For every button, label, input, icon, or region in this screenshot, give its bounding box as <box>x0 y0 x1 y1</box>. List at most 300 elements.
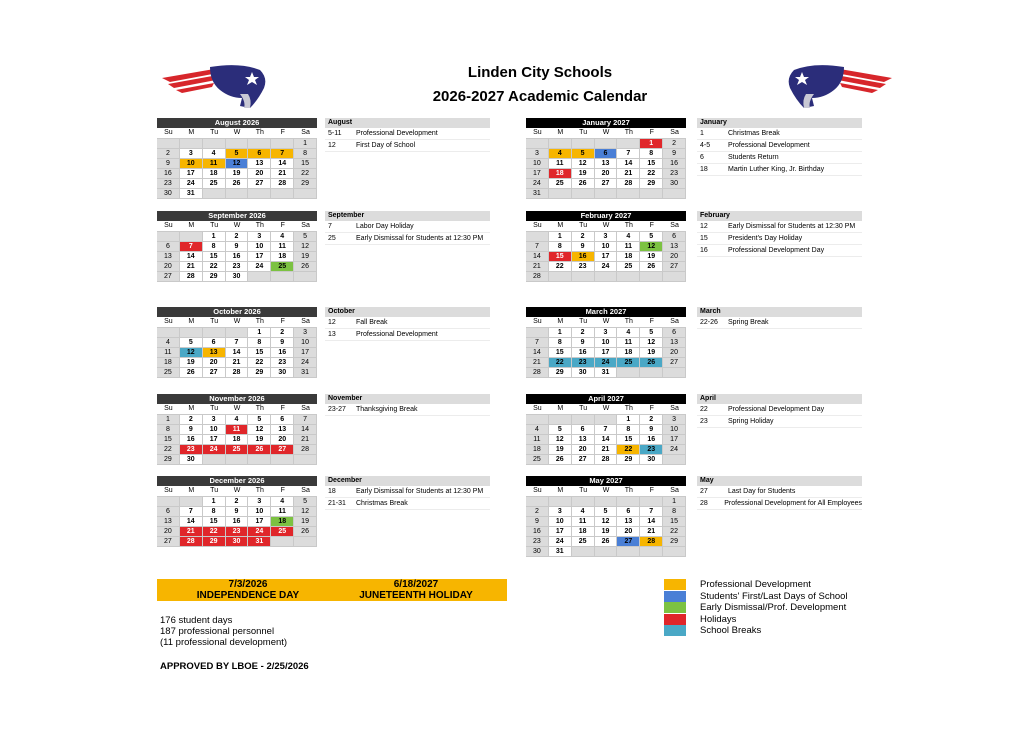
events-month-header: January <box>697 118 862 128</box>
day-cell: 7 <box>595 425 618 435</box>
event-row <box>697 233 862 245</box>
event-text: Professional Development <box>356 331 438 338</box>
day-cell: 28 <box>617 179 640 189</box>
empty-day-cell <box>226 189 249 199</box>
weekday-label: Sa <box>301 222 310 229</box>
day-cell: 21 <box>180 527 203 537</box>
day-cell: 2 <box>157 149 180 159</box>
empty-day-cell <box>294 537 317 547</box>
weekday-label: M <box>557 222 564 229</box>
banner-date: 6/18/2027 <box>393 579 439 590</box>
day-cell: 10 <box>248 507 271 517</box>
day-grid <box>157 138 317 199</box>
month-header: December 2026 <box>157 476 317 486</box>
event-row <box>325 233 490 245</box>
events-month-header: December <box>325 476 490 486</box>
event-text: President's Day Holiday <box>728 235 803 242</box>
day-cell: 28 <box>180 537 203 547</box>
event-text: Professional Development for All Employees <box>724 500 862 507</box>
month-header: August 2026 <box>157 118 317 128</box>
event-date: 12 <box>700 223 708 230</box>
day-cell: 20 <box>663 252 686 262</box>
weekday-label: F <box>280 129 285 136</box>
legend-item <box>664 614 848 626</box>
color-legend <box>664 579 848 637</box>
day-cell: 8 <box>663 507 686 517</box>
day-cell: 3 <box>549 507 572 517</box>
empty-day-cell <box>549 497 572 507</box>
event-text: Christmas Break <box>728 130 780 137</box>
day-cell: 29 <box>248 368 271 378</box>
empty-day-cell <box>572 497 595 507</box>
events-month-header: November <box>325 394 490 404</box>
weekday-label: M <box>188 318 195 325</box>
day-cell: 10 <box>526 159 549 169</box>
day-cell: 25 <box>572 537 595 547</box>
weekday-header <box>157 317 317 327</box>
weekday-label: M <box>188 129 195 136</box>
empty-day-cell <box>663 547 686 557</box>
events-month-header: August <box>325 118 490 128</box>
day-cell: 11 <box>617 242 640 252</box>
weekday-header <box>526 317 686 327</box>
empty-day-cell <box>595 189 618 199</box>
empty-day-cell <box>640 497 663 507</box>
day-cell: 16 <box>157 169 180 179</box>
weekday-label: F <box>649 405 654 412</box>
empty-day-cell <box>572 272 595 282</box>
events-month-header: October <box>325 307 490 317</box>
day-cell: 6 <box>271 415 294 425</box>
patriot-logo-icon <box>784 64 894 110</box>
event-row <box>697 317 862 329</box>
month-header: January 2027 <box>526 118 686 128</box>
weekday-label: Th <box>255 129 264 136</box>
juneteenth-banner <box>325 579 507 601</box>
day-cell: 7 <box>526 338 549 348</box>
weekday-label: Sa <box>301 405 310 412</box>
empty-day-cell <box>549 415 572 425</box>
event-date: 5-11 <box>328 130 342 137</box>
event-date: 18 <box>328 488 336 495</box>
weekday-label: Tu <box>579 222 588 229</box>
day-cell: 4 <box>271 497 294 507</box>
weekday-label: Sa <box>301 129 310 136</box>
day-cell: 2 <box>226 232 249 242</box>
empty-day-cell <box>572 415 595 425</box>
day-cell: 23 <box>157 179 180 189</box>
event-text: Early Dismissal for Students at 12:30 PM <box>728 223 856 230</box>
day-cell: 13 <box>157 252 180 262</box>
day-cell: 31 <box>248 537 271 547</box>
day-cell: 28 <box>271 179 294 189</box>
day-cell: 26 <box>640 262 663 272</box>
day-cell: 19 <box>640 252 663 262</box>
day-cell: 14 <box>180 517 203 527</box>
day-cell: 17 <box>180 169 203 179</box>
day-cell: 28 <box>640 537 663 547</box>
event-row <box>325 486 490 498</box>
empty-day-cell <box>617 368 640 378</box>
day-cell: 25 <box>271 262 294 272</box>
day-cell: 19 <box>572 169 595 179</box>
day-cell: 17 <box>663 435 686 445</box>
day-cell: 3 <box>595 232 618 242</box>
day-cell: 1 <box>294 139 317 149</box>
day-cell: 8 <box>248 338 271 348</box>
day-cell: 5 <box>640 328 663 338</box>
month-calendar <box>526 118 686 199</box>
day-cell: 6 <box>617 507 640 517</box>
day-cell: 19 <box>640 348 663 358</box>
day-cell: 27 <box>271 445 294 455</box>
day-cell: 9 <box>640 425 663 435</box>
weekday-header <box>526 128 686 138</box>
day-cell: 19 <box>595 527 618 537</box>
banner-date: 7/3/2026 <box>228 579 268 590</box>
weekday-label: W <box>233 487 241 494</box>
day-cell: 21 <box>595 445 618 455</box>
day-cell: 4 <box>157 338 180 348</box>
day-cell: 21 <box>526 358 549 368</box>
day-cell: 10 <box>595 338 618 348</box>
day-cell: 15 <box>617 435 640 445</box>
day-cell: 12 <box>595 517 618 527</box>
day-cell: 11 <box>617 338 640 348</box>
day-cell: 26 <box>549 455 572 465</box>
day-cell: 4 <box>526 425 549 435</box>
empty-day-cell <box>271 189 294 199</box>
weekday-label: Su <box>533 487 542 494</box>
empty-day-cell <box>595 547 618 557</box>
weekday-header <box>526 404 686 414</box>
weekday-header <box>157 486 317 496</box>
empty-day-cell <box>640 547 663 557</box>
event-row <box>697 128 862 140</box>
day-grid <box>157 327 317 378</box>
day-cell: 6 <box>572 425 595 435</box>
empty-day-cell <box>271 537 294 547</box>
event-row <box>325 128 490 140</box>
day-cell: 19 <box>549 445 572 455</box>
banner-name: JUNETEENTH HOLIDAY <box>359 590 473 601</box>
event-text: Last Day for Students <box>728 488 796 495</box>
day-cell: 22 <box>294 169 317 179</box>
day-cell: 4 <box>203 149 226 159</box>
stats-block <box>160 615 287 648</box>
weekday-label: Su <box>533 129 542 136</box>
legend-item <box>664 602 848 614</box>
day-cell: 14 <box>595 435 618 445</box>
empty-day-cell <box>157 232 180 242</box>
event-row <box>325 140 490 152</box>
day-cell: 12 <box>294 507 317 517</box>
day-cell: 7 <box>617 149 640 159</box>
month-events <box>697 307 862 329</box>
day-cell: 16 <box>226 517 249 527</box>
month-events <box>697 476 862 510</box>
event-row <box>697 152 862 164</box>
weekday-label: Su <box>164 405 173 412</box>
legend-item <box>664 591 848 603</box>
legend-label: Professional Development <box>700 579 811 591</box>
empty-day-cell <box>203 455 226 465</box>
day-cell: 14 <box>617 159 640 169</box>
day-cell: 25 <box>226 445 249 455</box>
weekday-label: Su <box>533 222 542 229</box>
weekday-label: Tu <box>210 405 219 412</box>
weekday-label: F <box>649 129 654 136</box>
day-cell: 28 <box>226 368 249 378</box>
day-cell: 3 <box>663 415 686 425</box>
day-cell: 14 <box>526 252 549 262</box>
day-cell: 26 <box>640 358 663 368</box>
day-cell: 26 <box>294 262 317 272</box>
day-cell: 3 <box>526 149 549 159</box>
month-events <box>697 211 862 257</box>
weekday-label: Th <box>255 222 264 229</box>
day-cell: 21 <box>526 262 549 272</box>
event-row <box>325 498 490 510</box>
day-cell: 30 <box>663 179 686 189</box>
day-cell: 18 <box>549 169 572 179</box>
day-cell: 5 <box>572 149 595 159</box>
day-cell: 13 <box>572 435 595 445</box>
day-cell: 25 <box>271 527 294 537</box>
day-cell: 17 <box>248 517 271 527</box>
weekday-label: Sa <box>670 129 679 136</box>
day-cell: 25 <box>157 368 180 378</box>
events-month-header: April <box>697 394 862 404</box>
day-cell: 23 <box>226 262 249 272</box>
event-date: 28 <box>700 500 708 507</box>
day-cell: 30 <box>526 547 549 557</box>
empty-day-cell <box>663 455 686 465</box>
event-date: 18 <box>700 166 708 173</box>
day-cell: 24 <box>549 537 572 547</box>
month-events <box>325 307 490 341</box>
day-cell: 2 <box>271 328 294 338</box>
day-cell: 22 <box>617 445 640 455</box>
weekday-label: F <box>649 222 654 229</box>
weekday-label: Tu <box>210 487 219 494</box>
empty-day-cell <box>595 497 618 507</box>
day-cell: 29 <box>549 368 572 378</box>
day-cell: 8 <box>203 242 226 252</box>
day-cell: 10 <box>549 517 572 527</box>
day-cell: 24 <box>203 445 226 455</box>
day-cell: 20 <box>248 169 271 179</box>
weekday-label: F <box>280 405 285 412</box>
empty-day-cell <box>203 189 226 199</box>
day-cell: 5 <box>180 338 203 348</box>
day-cell: 12 <box>294 242 317 252</box>
legend-swatch <box>664 602 686 613</box>
event-row <box>697 404 862 416</box>
day-cell: 10 <box>248 242 271 252</box>
weekday-label: M <box>557 129 564 136</box>
empty-day-cell <box>248 272 271 282</box>
day-cell: 11 <box>226 425 249 435</box>
weekday-label: Sa <box>670 318 679 325</box>
day-cell: 2 <box>572 328 595 338</box>
day-cell: 13 <box>203 348 226 358</box>
day-cell: 15 <box>549 348 572 358</box>
day-cell: 12 <box>549 435 572 445</box>
empty-day-cell <box>271 272 294 282</box>
day-cell: 19 <box>294 252 317 262</box>
day-cell: 26 <box>572 179 595 189</box>
day-cell: 16 <box>226 252 249 262</box>
event-text: Professional Development <box>728 142 810 149</box>
day-cell: 1 <box>203 232 226 242</box>
day-cell: 31 <box>294 368 317 378</box>
day-cell: 9 <box>572 242 595 252</box>
empty-day-cell <box>549 139 572 149</box>
professional-personnel: 187 professional personnel <box>160 626 275 637</box>
day-cell: 27 <box>572 455 595 465</box>
day-cell: 22 <box>640 169 663 179</box>
day-cell: 12 <box>180 348 203 358</box>
day-cell: 31 <box>595 368 618 378</box>
day-cell: 14 <box>226 348 249 358</box>
day-cell: 7 <box>640 507 663 517</box>
event-date: 25 <box>328 235 336 242</box>
day-cell: 23 <box>572 358 595 368</box>
day-cell: 4 <box>617 328 640 338</box>
event-row <box>325 221 490 233</box>
month-header: March 2027 <box>526 307 686 317</box>
day-cell: 9 <box>157 159 180 169</box>
empty-day-cell <box>526 232 549 242</box>
independence-day-banner <box>157 579 339 601</box>
day-cell: 24 <box>180 179 203 189</box>
event-text: Professional Development Day <box>728 406 825 413</box>
weekday-label: Tu <box>579 487 588 494</box>
day-cell: 17 <box>595 348 618 358</box>
banner-name: INDEPENDENCE DAY <box>196 590 300 601</box>
event-row <box>697 140 862 152</box>
empty-day-cell <box>663 272 686 282</box>
pd-days: (11 professional development) <box>160 637 288 648</box>
day-cell: 15 <box>294 159 317 169</box>
day-cell: 6 <box>248 149 271 159</box>
day-cell: 13 <box>157 517 180 527</box>
day-cell: 9 <box>180 425 203 435</box>
day-cell: 30 <box>180 455 203 465</box>
day-cell: 14 <box>271 159 294 169</box>
month-calendar <box>526 307 686 378</box>
day-grid <box>157 414 317 465</box>
month-events <box>325 476 490 510</box>
empty-day-cell <box>617 139 640 149</box>
day-cell: 22 <box>157 445 180 455</box>
event-row <box>697 416 862 428</box>
day-cell: 21 <box>271 169 294 179</box>
month-events <box>325 118 490 152</box>
month-calendar <box>526 394 686 465</box>
day-cell: 11 <box>572 517 595 527</box>
day-cell: 4 <box>549 149 572 159</box>
day-cell: 17 <box>595 252 618 262</box>
empty-day-cell <box>617 547 640 557</box>
day-cell: 13 <box>617 517 640 527</box>
month-calendar <box>526 476 686 557</box>
weekday-label: F <box>280 318 285 325</box>
weekday-label: Su <box>533 318 542 325</box>
day-cell: 27 <box>595 179 618 189</box>
day-cell: 25 <box>617 262 640 272</box>
weekday-label: M <box>188 222 195 229</box>
event-date: 16 <box>700 247 708 254</box>
day-cell: 23 <box>226 527 249 537</box>
events-month-header: May <box>697 476 862 486</box>
empty-day-cell <box>248 189 271 199</box>
empty-day-cell <box>595 272 618 282</box>
day-cell: 12 <box>226 159 249 169</box>
day-cell: 29 <box>203 272 226 282</box>
day-cell: 22 <box>248 358 271 368</box>
empty-day-cell <box>595 415 618 425</box>
day-cell: 5 <box>640 232 663 242</box>
patriot-logo-icon <box>160 64 270 110</box>
weekday-label: Th <box>255 318 264 325</box>
day-cell: 30 <box>640 455 663 465</box>
event-text: Students Return <box>728 154 779 161</box>
empty-day-cell <box>617 272 640 282</box>
day-cell: 25 <box>203 179 226 189</box>
month-calendar <box>526 211 686 282</box>
month-header: September 2026 <box>157 211 317 221</box>
day-cell: 20 <box>271 435 294 445</box>
day-grid <box>526 138 686 199</box>
weekday-label: Sa <box>301 487 310 494</box>
day-cell: 26 <box>294 527 317 537</box>
empty-day-cell <box>294 272 317 282</box>
day-cell: 1 <box>248 328 271 338</box>
event-date: 4-5 <box>700 142 711 149</box>
day-cell: 26 <box>180 368 203 378</box>
day-cell: 8 <box>203 507 226 517</box>
day-cell: 2 <box>663 139 686 149</box>
day-cell: 9 <box>226 507 249 517</box>
empty-day-cell <box>595 139 618 149</box>
legend-swatch <box>664 591 686 602</box>
weekday-label: W <box>602 487 610 494</box>
event-row <box>325 404 490 416</box>
event-date: 23-27 <box>328 406 346 413</box>
empty-day-cell <box>526 139 549 149</box>
event-text: Early Dismissal for Students at 12:30 PM <box>356 235 484 242</box>
day-cell: 19 <box>180 358 203 368</box>
weekday-label: F <box>280 222 285 229</box>
day-cell: 13 <box>663 242 686 252</box>
month-events <box>697 118 862 176</box>
day-cell: 27 <box>157 272 180 282</box>
event-date: 15 <box>700 235 708 242</box>
legend-label: Holidays <box>700 613 737 625</box>
day-cell: 9 <box>526 517 549 527</box>
legend-label: Students' First/Last Days of School <box>700 590 848 602</box>
weekday-label: Su <box>164 222 173 229</box>
weekday-label: M <box>557 487 564 494</box>
day-cell: 4 <box>226 415 249 425</box>
month-header: October 2026 <box>157 307 317 317</box>
day-cell: 5 <box>595 507 618 517</box>
weekday-label: Tu <box>210 318 219 325</box>
events-month-header: September <box>325 211 490 221</box>
day-cell: 10 <box>595 242 618 252</box>
